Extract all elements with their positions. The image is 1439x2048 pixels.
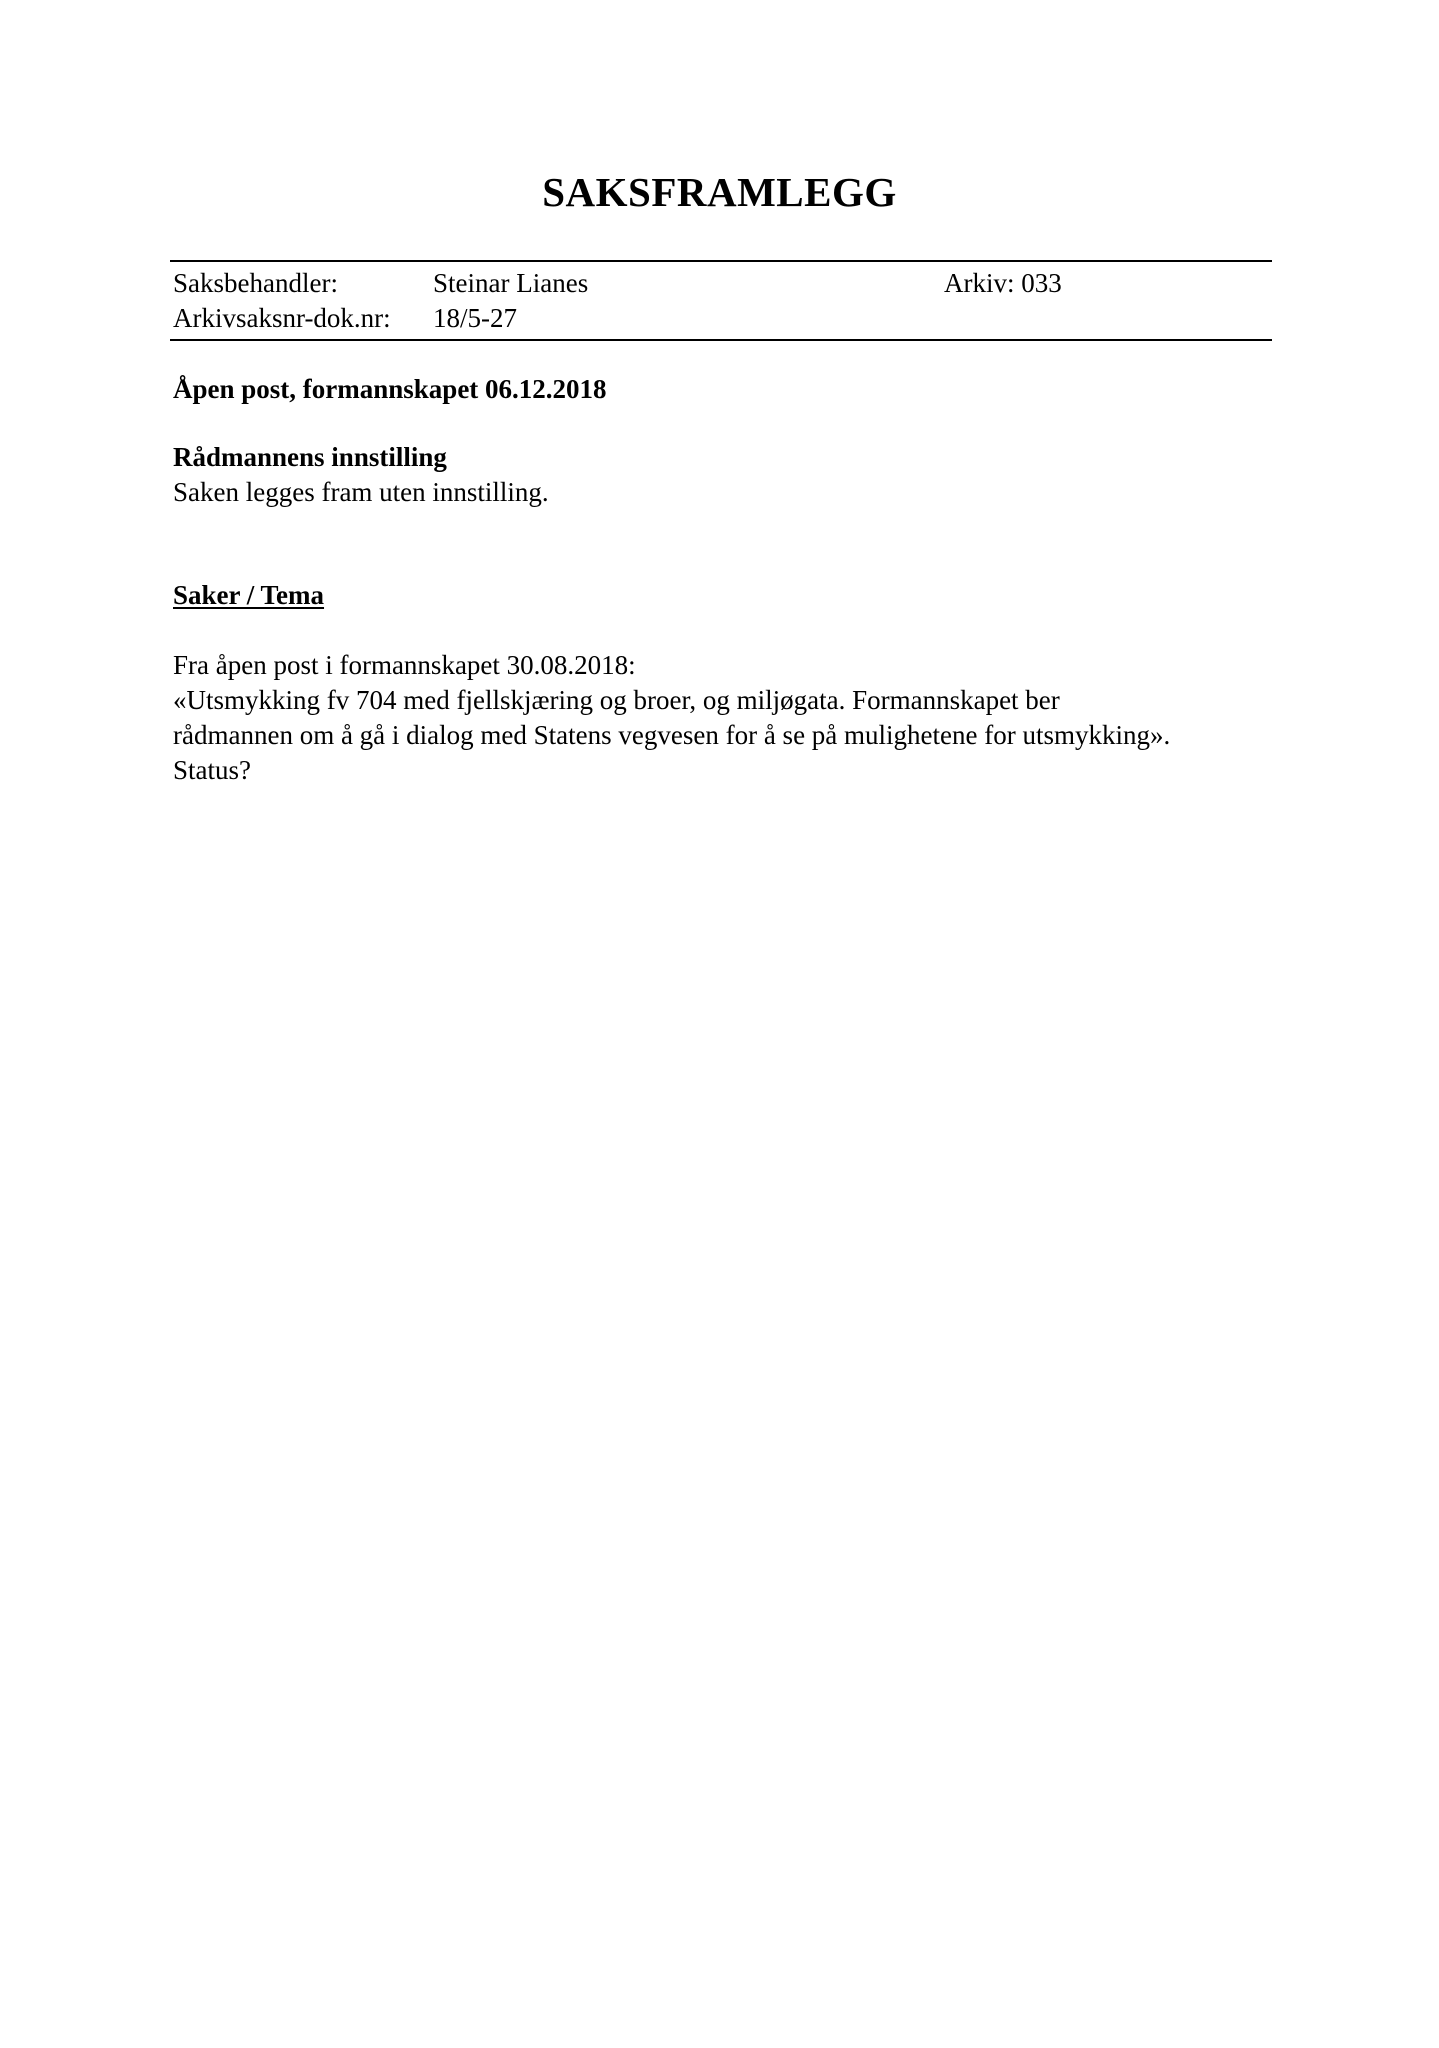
saksbehandler-label: Saksbehandler: [173, 268, 338, 298]
topics-line-3: rådmannen om å gå i dialog med Statens vegvesen for å se på mulighetene for utsmykking». [173, 720, 1171, 750]
topics-heading [173, 578, 324, 613]
case-title: Åpen post, formannskapet 06.12.2018 [173, 374, 607, 404]
topics-line-1: Fra åpen post i formannskapet 30.08.2018: [173, 650, 636, 680]
topics-heading-text: Saker / Tema [173, 580, 325, 610]
saksbehandler-value: Steinar Lianes [433, 268, 589, 298]
topics-line-2: «Utsmykking fv 704 med fjellskjæring og broer, og miljøgata. Formannskapet ber [173, 685, 1060, 715]
recommendation-text: Saken legges fram uten innstilling. [173, 477, 549, 507]
metadata-row-arkivsaksnr [170, 301, 1272, 336]
metadata-row-saksbehandler [170, 266, 1272, 301]
recommendation-heading: Rådmannens innstilling [173, 442, 447, 472]
arkivsaksnr-label: Arkivsaksnr-dok.nr: [173, 303, 391, 333]
topics-line-4: Status? [173, 755, 251, 785]
arkivsaksnr-value: 18/5-27 [433, 303, 517, 333]
arkiv-value: Arkiv: 033 [944, 268, 1062, 298]
document-title: SAKSFRAMLEGG [542, 169, 897, 215]
metadata-table [170, 260, 1272, 341]
